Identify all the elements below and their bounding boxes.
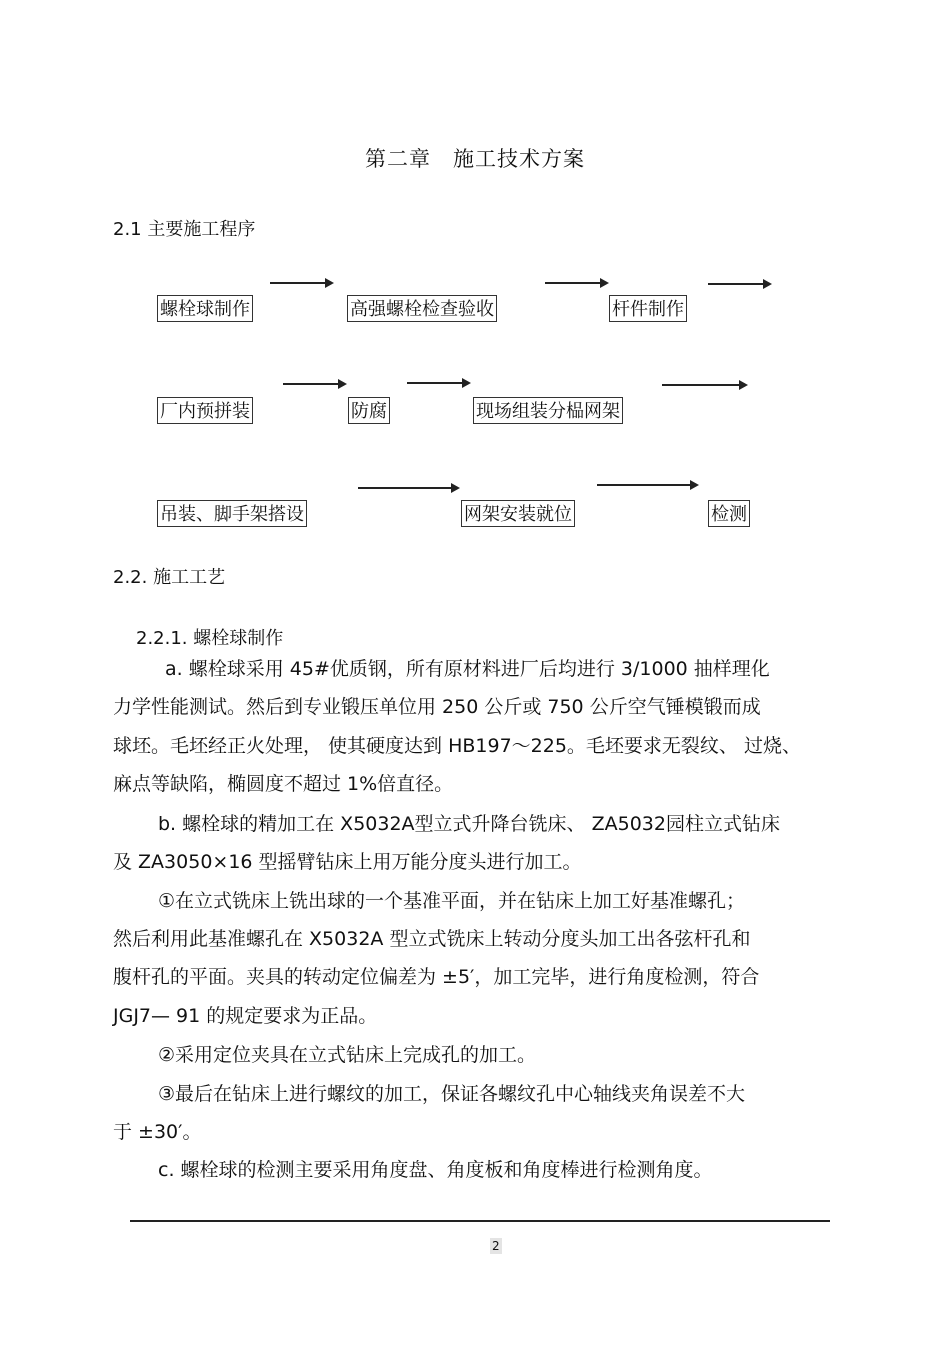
paragraph-line: 力学性能测试。然后到专业锻压单位用 250 公斤或 750 公斤空气锤模锻而成	[113, 696, 761, 718]
paragraph-line: ①在立式铣床上铣出球的一个基准平面，并在钻床上加工好基准螺孔；	[158, 890, 746, 912]
flow-box-site-assembly: 现场组装分榀网架	[473, 397, 623, 424]
paragraph-line: c. 螺栓球的检测主要采用角度盘、角度板和角度棒进行检测角度。	[158, 1159, 713, 1181]
flow-arrow	[545, 282, 607, 284]
paragraph-line: ②采用定位夹具在立式钻床上完成孔的加工。	[158, 1044, 537, 1066]
section-heading-2-1: 2.1 主要施工程序	[113, 219, 256, 240]
page-title: 第二章 施工技术方案	[365, 147, 585, 171]
footer-divider	[130, 1220, 830, 1222]
flow-box-bolt-inspection: 高强螺栓检查验收	[347, 295, 497, 322]
paragraph-line: JGJ7— 91 的规定要求为正品。	[113, 1005, 378, 1027]
flow-arrow	[270, 282, 332, 284]
flow-box-hoisting-scaffold: 吊装、脚手架搭设	[157, 500, 307, 527]
section-heading-2-2: 2.2. 施工工艺	[113, 567, 226, 588]
paragraph-line: a. 螺栓球采用 45#优质钢，所有原材料进厂后均进行 3/1000 抽样理化	[165, 658, 770, 680]
flow-arrow	[708, 283, 770, 285]
paragraph-line: 麻点等缺陷，椭圆度不超过 1%倍直径。	[113, 773, 454, 795]
flow-box-grid-installation: 网架安装就位	[461, 500, 575, 527]
paragraph-line: 于 ±30′。	[113, 1121, 202, 1143]
flow-box-ball-making: 螺栓球制作	[157, 295, 253, 322]
flow-box-preassembly: 厂内预拼装	[157, 397, 253, 424]
paragraph-line: ③最后在钻床上进行螺纹的加工，保证各螺纹孔中心轴线夹角误差不大	[158, 1083, 746, 1105]
flow-arrow	[597, 484, 697, 486]
flow-box-anticorrosion: 防腐	[348, 397, 390, 424]
section-heading-2-2-1: 2.2.1. 螺栓球制作	[136, 628, 284, 649]
paragraph-line: b. 螺栓球的精加工在 X5032A型立式升降台铣床、 ZA5032园柱立式钻床	[158, 813, 780, 835]
paragraph-line: 腹杆孔的平面。夹具的转动定位偏差为 ±5′，加工完毕，进行角度检测，符合	[113, 966, 760, 988]
flow-box-inspection: 检测	[708, 500, 750, 527]
flow-arrow	[407, 382, 469, 384]
paragraph-line: 球坯。毛坯经正火处理， 使其硬度达到 HB197～225。毛坯要求无裂纹、 过烧、	[113, 735, 801, 757]
flow-arrow	[358, 487, 458, 489]
paragraph-line: 然后利用此基准螺孔在 X5032A 型立式铣床上转动分度头加工出各弦杆孔和	[113, 928, 751, 950]
paragraph-line: 及 ZA3050×16 型摇臂钻床上用万能分度头进行加工。	[113, 851, 582, 873]
flow-box-rod-making: 杆件制作	[609, 295, 687, 322]
flow-arrow	[283, 383, 345, 385]
flow-arrow	[662, 384, 746, 386]
page-number: 2	[492, 1239, 500, 1253]
